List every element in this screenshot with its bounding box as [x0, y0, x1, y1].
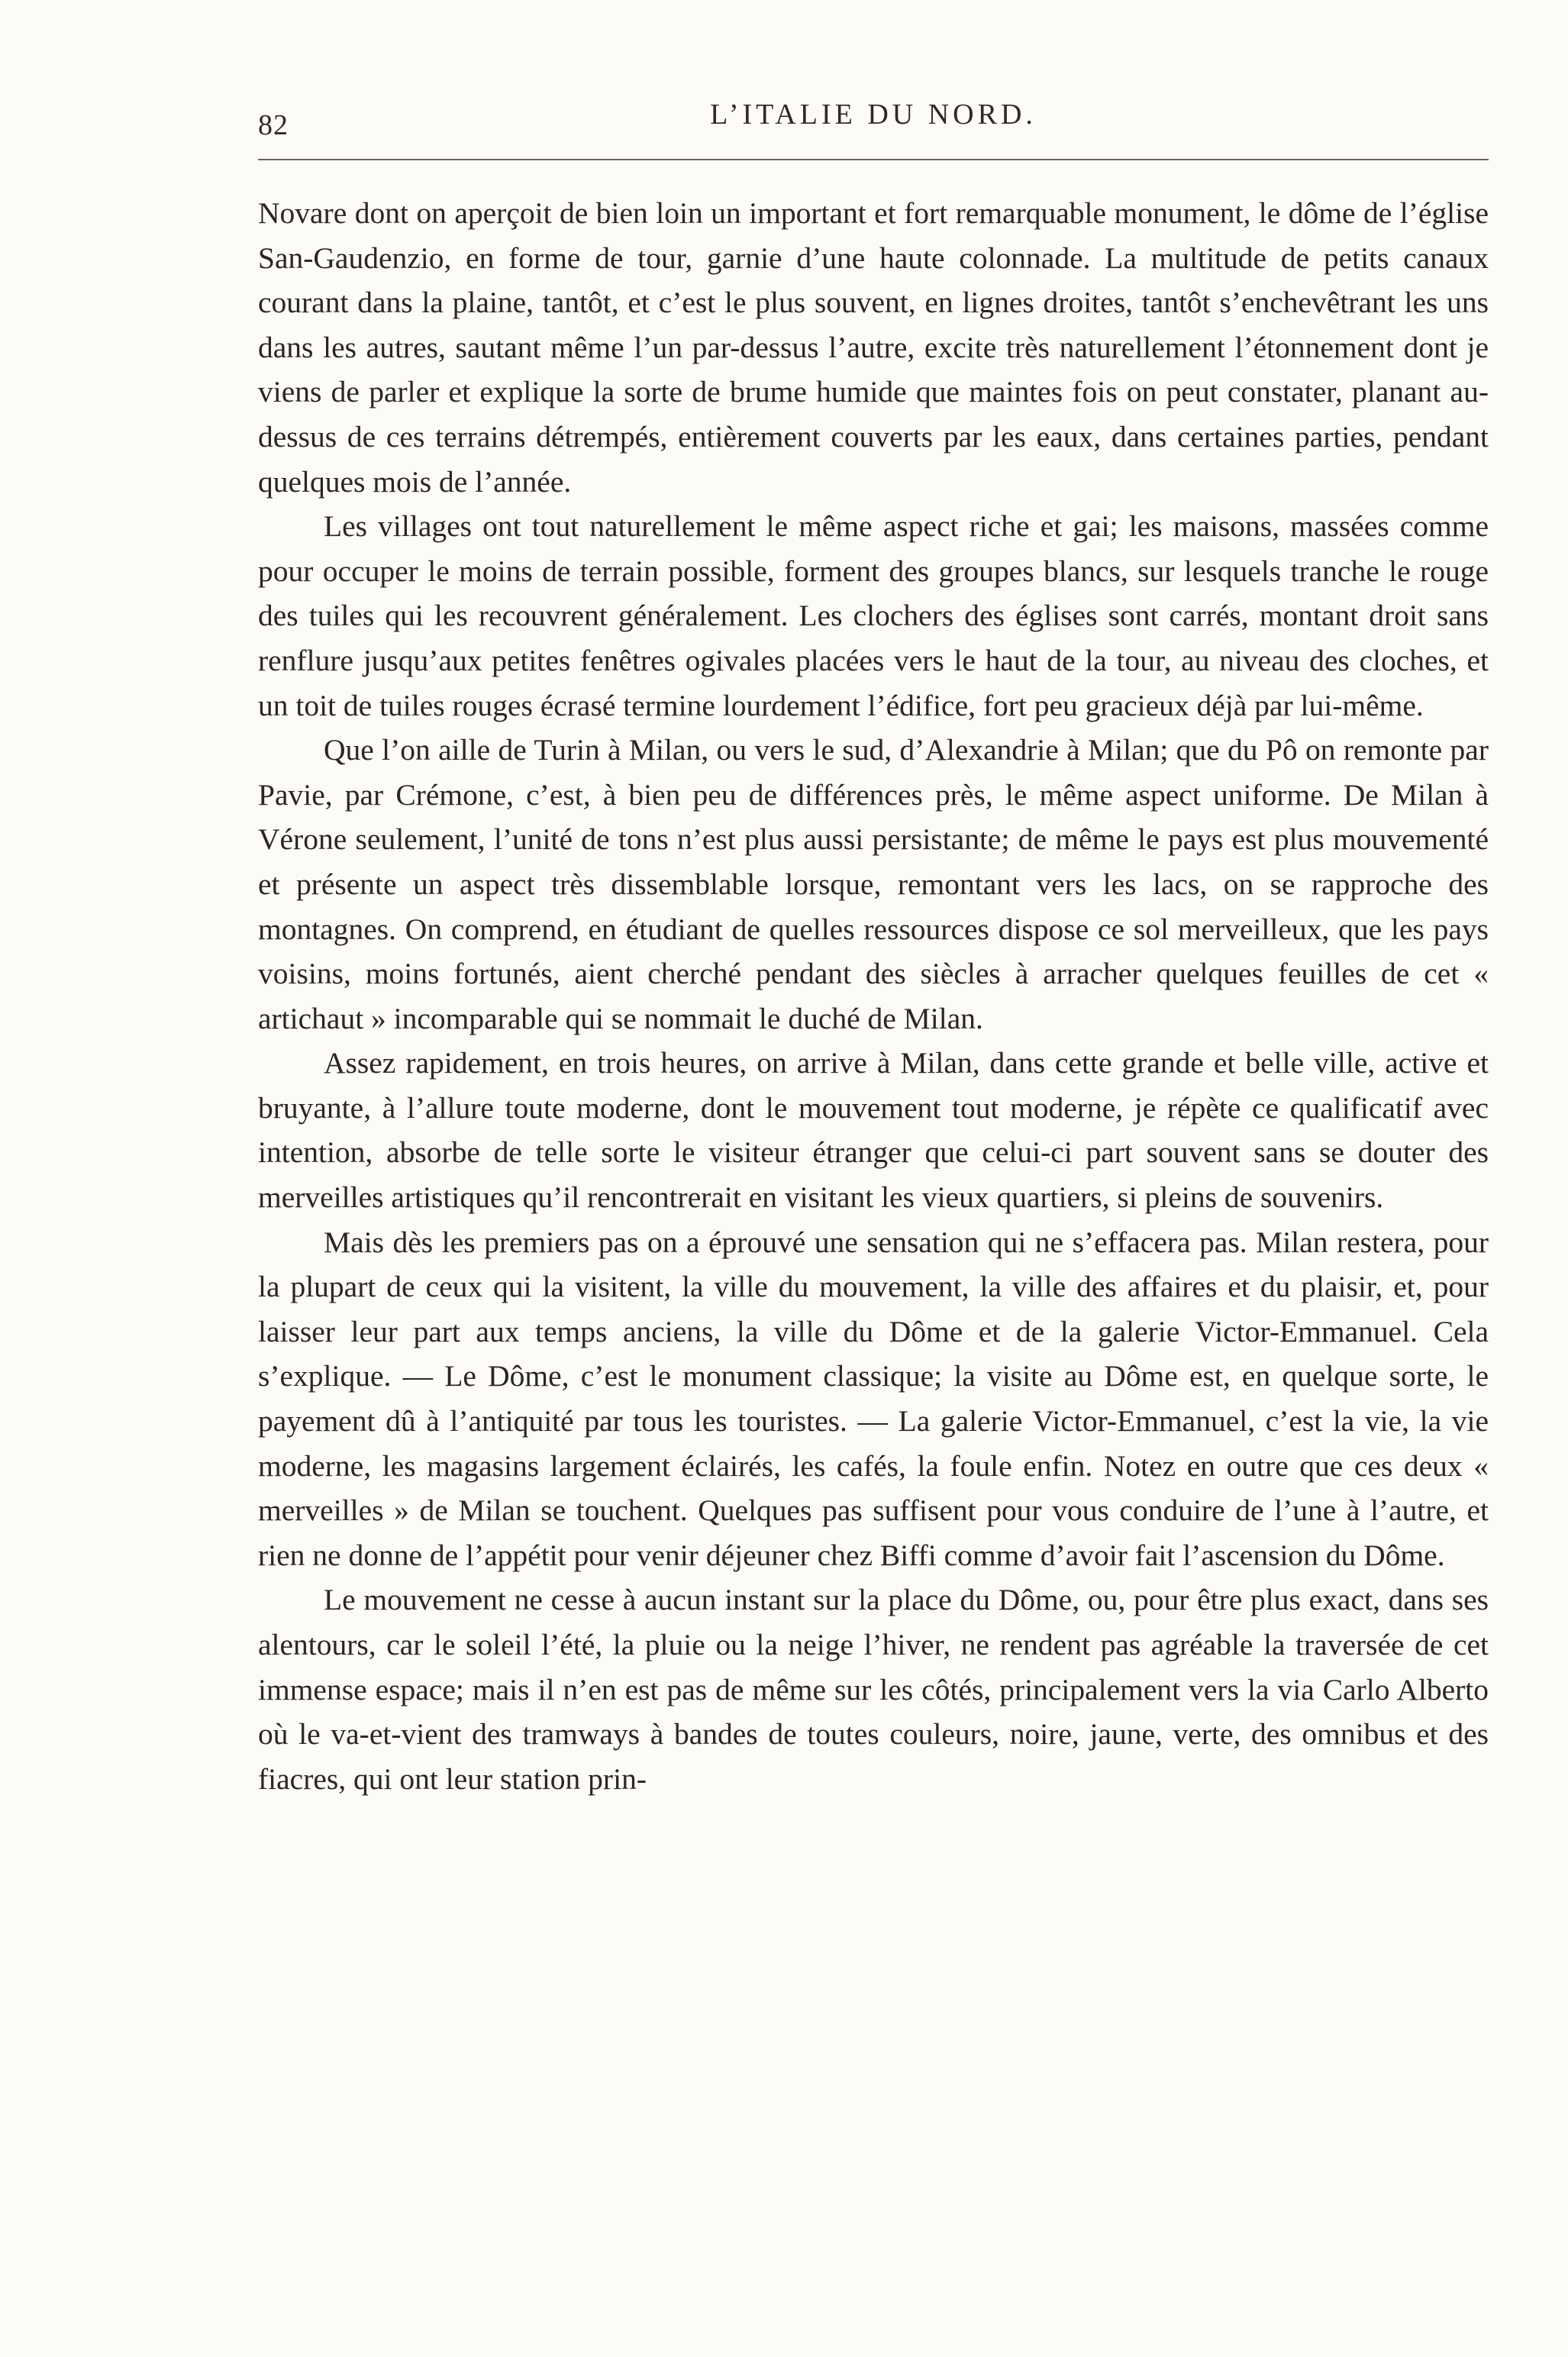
page-header	[258, 90, 1489, 151]
paragraph: Mais dès les premiers pas on a éprouvé une sensation qui ne s’effacera pas. Milan restera, pour la plupart de ceux qui la visitent, la ville du mouvement, la ville des affaires et du plaisir, et, pour laisser leur part aux temps anciens, la ville du Dôme et de la galerie Victor-Emmanuel. Cela s’explique. — Le Dôme, c’est le monument classique; la visite au Dôme est, en quelque sorte, le payement dû à l’antiquité par tous les touristes. — La galerie Victor-Emmanuel, c’est la vie, la vie moderne, les magasins largement éclairés, les cafés, la foule enfin. Notez en outre que ces deux « merveilles » de Milan se touchent. Quelques pas suffisent pour vous conduire de l’une à l’autre, et rien ne donne de l’appétit pour venir déjeuner chez Biffi comme d’avoir fait l’ascension du Dôme.	[258, 1225, 1489, 1572]
page-number: 82	[258, 109, 289, 141]
paragraph: Que l’on aille de Turin à Milan, ou vers le sud, d’Alexandrie à Milan; que du Pô on remonte par Pavie, par Crémone, c’est, à bien peu de différences près, le même aspect uniforme. De Milan à Vérone seulement, l’unité de tons n’est plus aussi persistante; de même le pays est plus mouvementé et présente un aspect très dissemblable lorsque, remontant vers les lacs, on se rapproche des montagnes. On comprend, en étudiant de quelles ressources dispose ce sol merveilleux, que les pays voisins, moins fortunés, aient cherché pendant des siècles à arracher quelques feuilles de cet « artichaut » incomparable qui se nommait le duché de Milan.	[258, 733, 1489, 1035]
paragraph: Assez rapidement, en trois heures, on arrive à Milan, dans cette grande et belle ville, active et bruyante, à l’allure toute moderne, dont le mouvement tout moderne, je répète ce qualificatif avec intention, absorbe de telle sorte le visiteur étranger que celui-ci part souvent sans se douter des merveilles artistiques qu’il rencontrerait en visitant les vieux quartiers, si pleins de souvenirs.	[258, 1046, 1489, 1215]
running-title: L’ITALIE DU NORD.	[710, 98, 1037, 131]
paragraph: Les villages ont tout naturellement le même aspect riche et gai; les maisons, massées comme pour occuper le moins de terrain possible, forment des groupes blancs, sur lesquels tranche le rouge des tuiles qui les recouvrent généralement. Les clochers des églises sont carrés, montant droit sans renflure jusqu’aux petites fenêtres ogivales placées vers le haut de la tour, au niveau des cloches, et un toit de tuiles rouges écrasé termine lourdement l’édifice, fort peu gracieux déjà par lui-même.	[258, 509, 1489, 722]
header-rule	[258, 159, 1489, 160]
paragraph: Novare dont on aperçoit de bien loin un important et fort remarquable monument, le dôme de l’église San-Gaudenzio, en forme de tour, garnie d’une haute colonnade. La multitude de petits canaux courant dans la plaine, tantôt, et c’est le plus souvent, en lignes droites, tantôt s’enchevêtrant les uns dans les autres, sautant même l’un par-dessus l’autre, excite très naturellement l’étonnement dont je viens de parler et explique la sorte de brume humide que maintes fois on peut constater, planant au-dessus de ces terrains détrempés, entièrement couverts par les eaux, dans certaines parties, pendant quelques mois de l’année.	[258, 196, 1489, 499]
body-text	[258, 191, 1489, 1801]
paragraph: Le mouvement ne cesse à aucun instant sur la place du Dôme, ou, pour être plus exact, dans ses alentours, car le soleil l’été, la pluie ou la neige l’hiver, ne rendent pas agréable la traversée de cet immense espace; mais il n’en est pas de même sur les côtés, principalement vers la via Carlo Alberto où le va-et-vient des tramways à bandes de toutes couleurs, noire, jaune, verte, des omnibus et des fiacres, qui ont leur station prin-	[258, 1583, 1489, 1796]
